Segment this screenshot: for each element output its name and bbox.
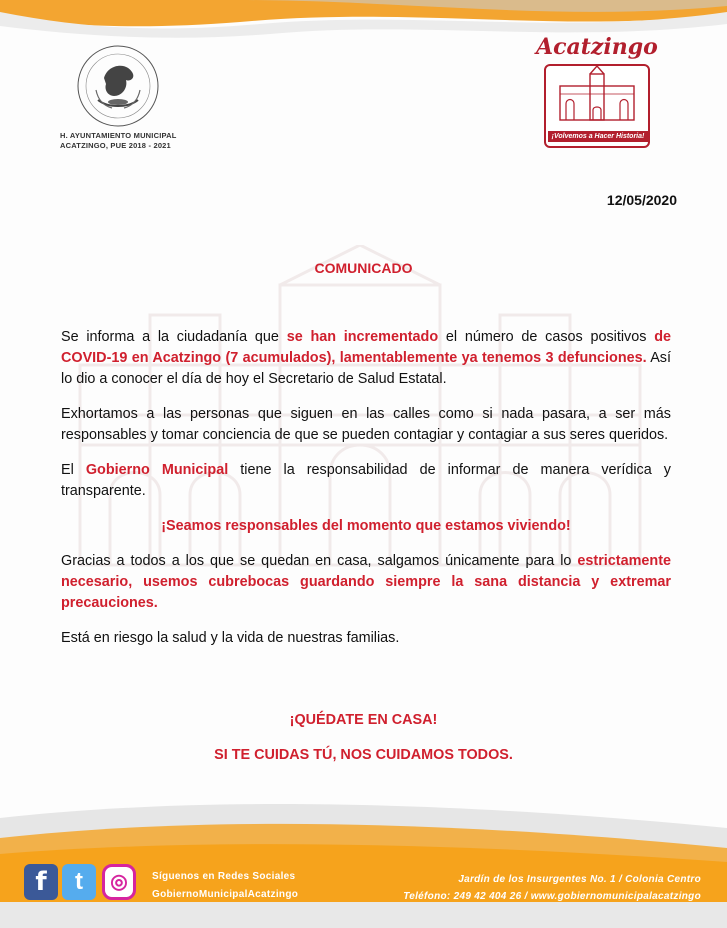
footer-decoration [0,798,727,928]
address-line-2: Teléfono: 249 42 404 26 / www.gobiernomunicipalacatzingo [403,891,701,902]
facebook-icon[interactable]: f [24,864,58,900]
p1-text-c: el número de casos positivos [438,329,655,345]
closing-line-1: ¡QUÉDATE EN CASA! [289,712,438,728]
p1-text-a: Se informa a la ciudadanía que [61,329,287,345]
twitter-icon[interactable]: t [62,864,96,900]
document-body [61,327,671,663]
municipality-caption [60,131,210,151]
paragraph-1 [61,327,671,390]
church-illustration [546,66,648,126]
footer-address [403,871,701,905]
mexican-seal-icon [68,38,168,130]
p3-text-c: tiene la responsabilidad de informar de manera verídica y transparente. [61,462,671,499]
paragraph-6: Está en riesgo la salud y la vida de nuestras familias. [61,630,400,646]
closing-message [0,710,727,766]
logo-title: Acatzingo [536,34,658,60]
social-handle[interactable]: GobiernoMunicipalAcatzingo [152,889,299,900]
p1-highlight-d: de COVID-19 en Acatzingo (7 acumulados), lamentablemente ya tenemos 3 defunciones. [61,329,671,366]
caption-line-1: H. AYUNTAMIENTO MUNICIPAL [60,131,177,140]
caption-line-2: ACATZINGO, PUE 2018 - 2021 [60,141,171,150]
instagram-icon[interactable]: ◎ [102,864,136,900]
acatzingo-logo-icon [536,34,656,152]
p1-text-e: Así lo dio a conocer el día de hoy el Secretario de Salud Estatal. [61,350,671,387]
paragraph-5 [61,551,671,614]
p5-text-a: Gracias a todos a los que se quedan en casa, salgamos únicamente para lo [61,553,578,569]
p3-highlight-b: Gobierno Municipal [85,462,229,478]
paragraph-4: ¡Seamos responsables del momento que estamos viviendo! [161,518,571,534]
address-line-1: Jardín de los Insurgentes No. 1 / Colonia Centro [458,874,701,885]
p1-highlight-b: se han incrementado [286,329,439,345]
social-title: Síguenos en Redes Sociales [152,871,296,882]
social-text [152,868,298,904]
paragraph-2: Exhortamos a las personas que siguen en las calles como si nada pasara, a ser más responsables y tomar conciencia de que se pueden contagiar y contagiar a sus seres queridos. [61,406,671,443]
p5-highlight-b: estrictamente necesario, usemos cubrebocas guardando siempre la sana distancia y extremar precauciones. [61,553,671,611]
closing-line-2: SI TE CUIDAS TÚ, NOS CUIDAMOS TODOS. [214,747,513,763]
p3-text-a: El [61,462,86,478]
logo-slogan: ¡Volvemos a Hacer Historia! [548,131,648,142]
paragraph-3 [61,460,671,502]
document-heading: COMUNICADO [314,260,413,276]
document-date: 12/05/2020 [606,192,677,208]
logo-badge [544,64,650,148]
